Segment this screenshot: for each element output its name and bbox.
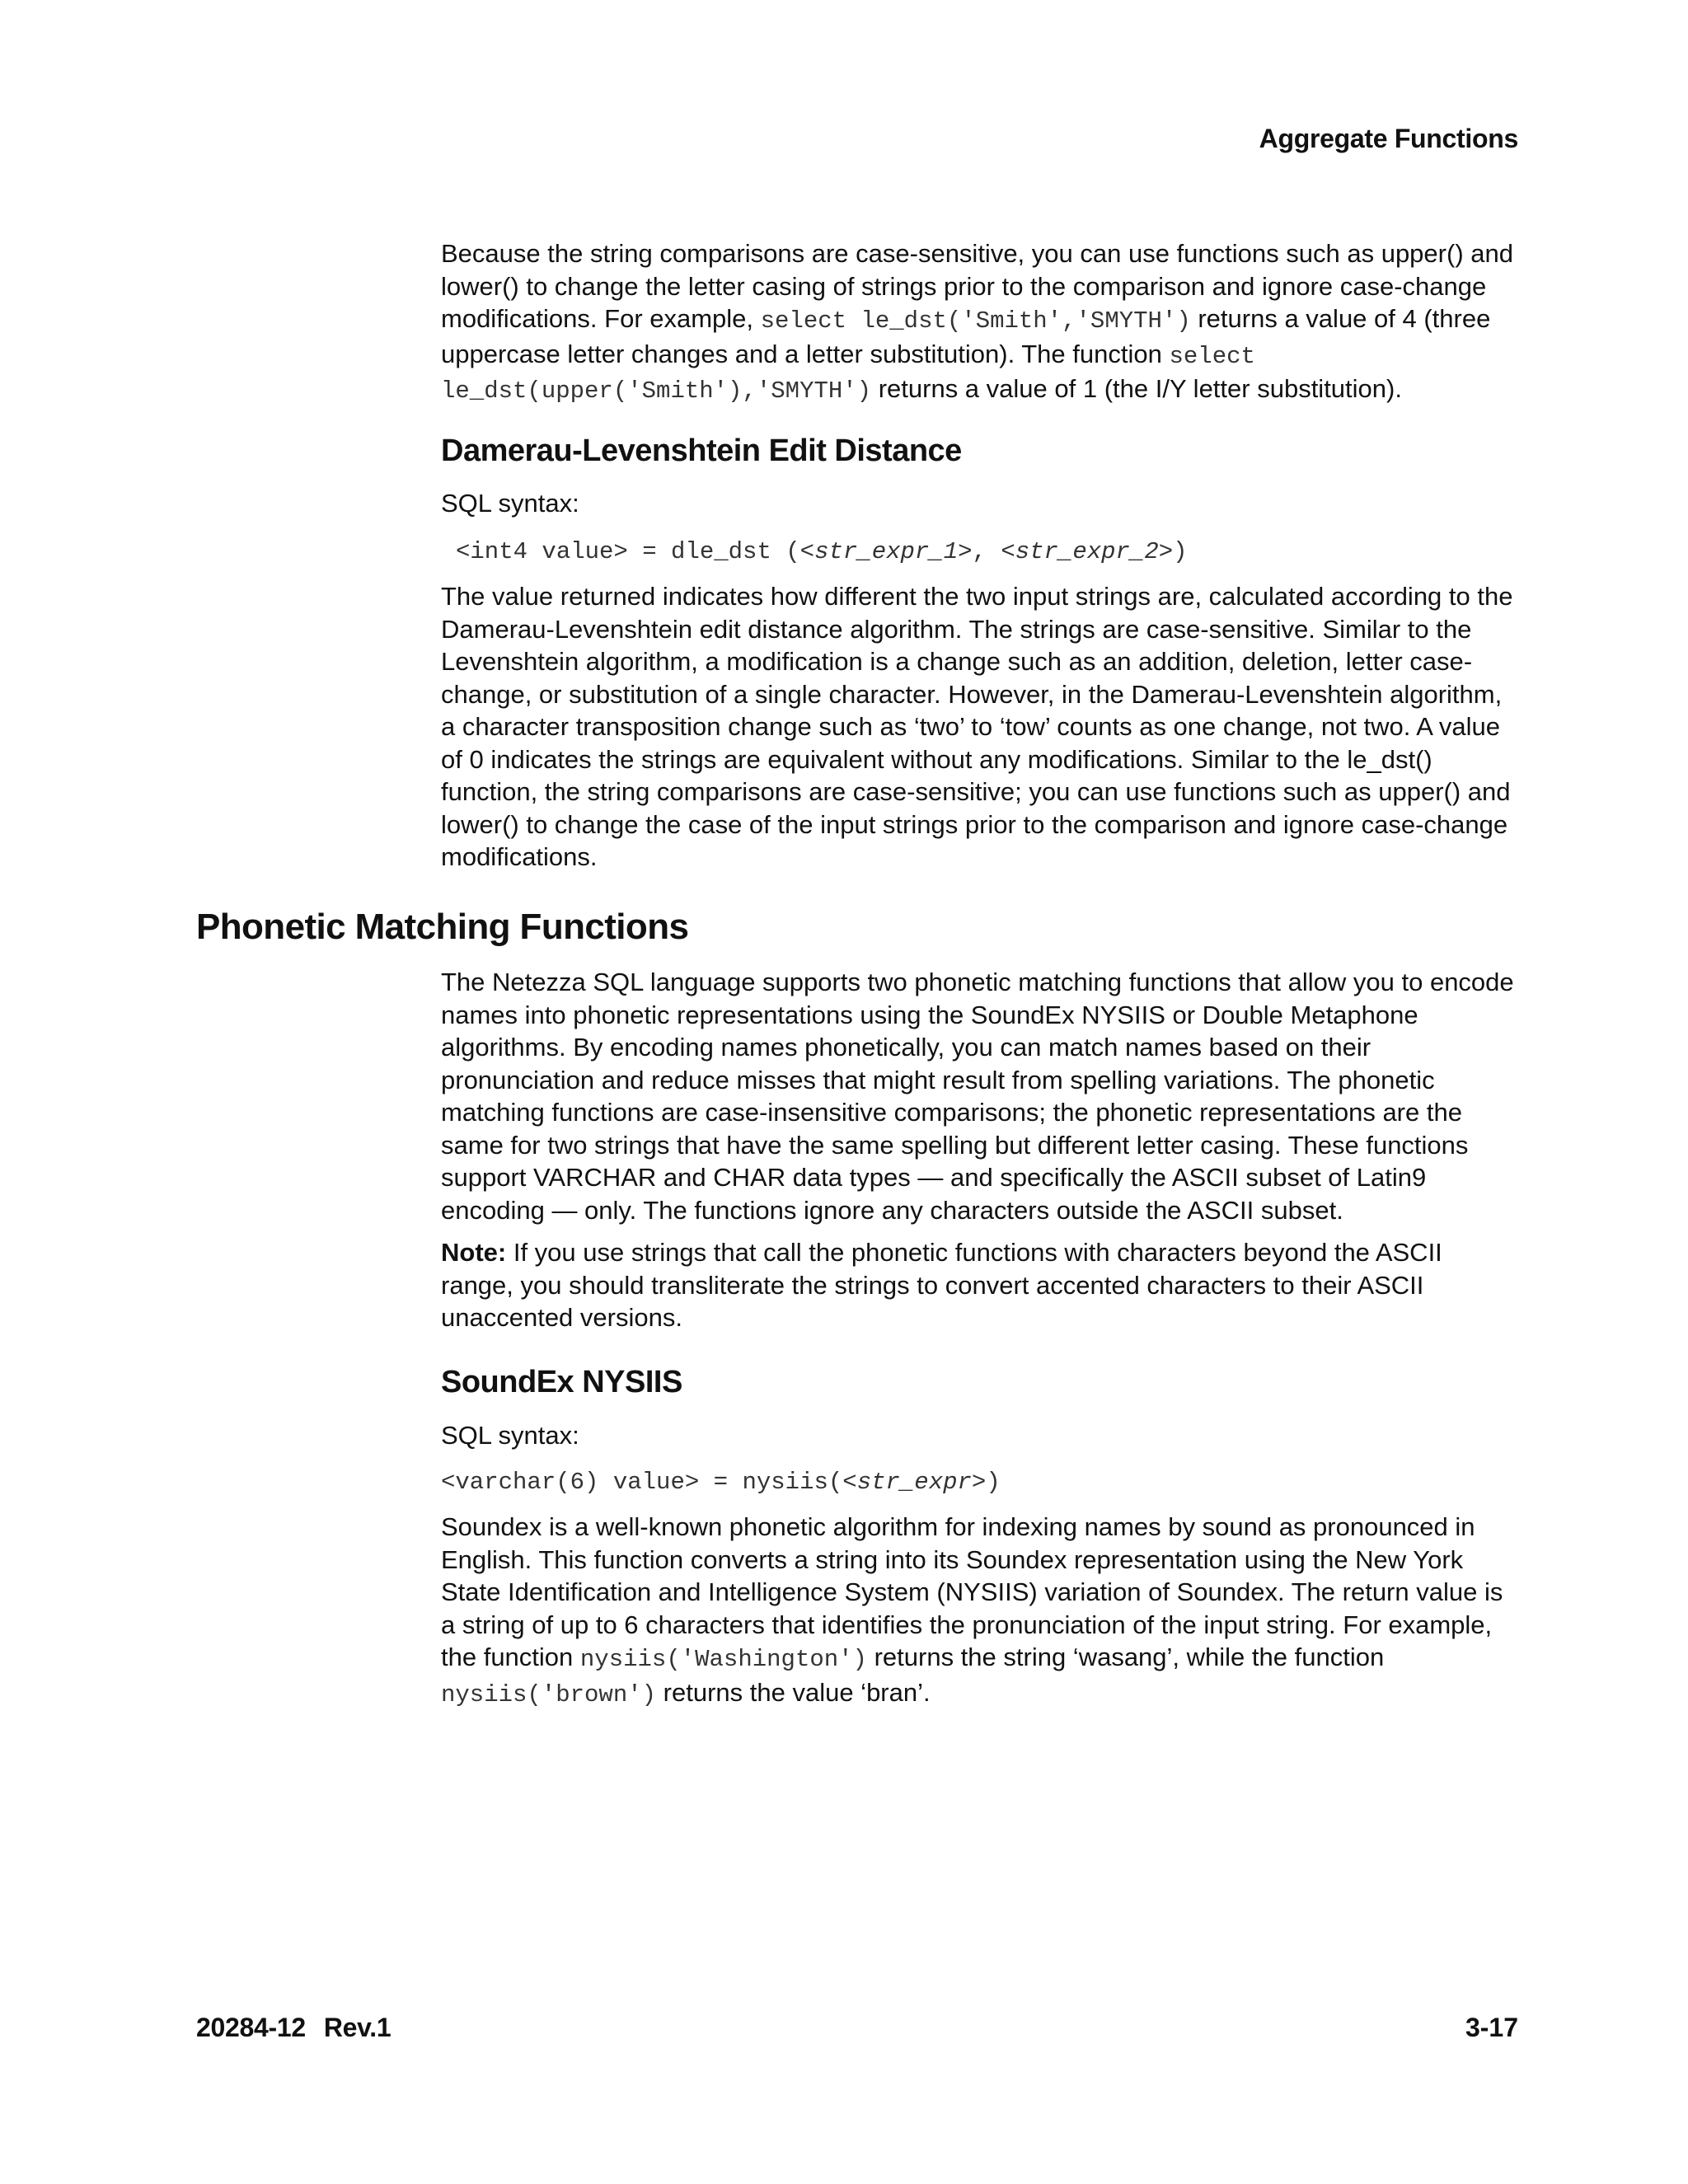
nysiis-code-block — [441, 1466, 1521, 1499]
intro-section — [441, 237, 1521, 408]
nysiis-heading: SoundEx NYSIIS — [441, 1365, 682, 1399]
intro-text-1: Because the string comparisons are case-sensitive, you can use functions such as upper() and lower() to change the letter casing of strings prior to the comparison and ignore case-change modifications. For example, — [441, 239, 1513, 333]
nysiis-code-example-2: nysiis('brown') — [441, 1680, 657, 1708]
dle-heading: Damerau-Levenshtein Edit Distance — [441, 434, 962, 468]
note-label: Note: — [441, 1238, 507, 1267]
nysiis-syntax — [441, 1419, 1521, 1452]
intro-code-2: select le_dst(upper('Smith'),'SMYTH') — [441, 342, 1255, 405]
nysiis-description-block — [441, 1511, 1521, 1711]
dle-description: The value returned indicates how different the two input strings are, calculated according to the Damerau-Levenshtein edit distance algorithm. The strings are case-sensitive. Similar to the Levenshtein algorithm, a modification is a change such as an addition, deletion, letter case-change, or substitution of a single character. However, in the Damerau-Levenshtein algorithm, a character transposition change such as ‘two’ to ‘tow’ counts as one change, not two. A value of 0 indicates the strings are equivalent without any modifications. Similar to the le_dst() function, the string comparisons are case-sensitive; you can use functions such as upper() and lower() to change the case of the input strings prior to the comparison and ignore case-change modifications. — [441, 582, 1513, 871]
dle-code-block — [456, 536, 1536, 569]
intro-text-3: returns a value of 1 (the I/Y letter substitution). — [871, 374, 1402, 403]
footer-revision: Rev.1 — [323, 2013, 392, 2042]
intro-text-2: returns a value of 4 (three uppercase letter changes and a letter substitution). The function — [441, 304, 1491, 368]
nysiis-code-line: <varchar(6) value> = nysiis(<str_expr>) — [441, 1469, 1001, 1496]
running-header: Aggregate Functions — [1259, 124, 1518, 153]
dle-syntax — [441, 487, 1521, 520]
phonetic-note-block — [441, 1236, 1521, 1334]
phonetic-heading: Phonetic Matching Functions — [196, 907, 689, 947]
footer-doc-info — [196, 2013, 409, 2043]
dle-code-line: <int4 value> = dle_dst (<str_expr_1>, <str_expr_2>) — [456, 538, 1188, 565]
phonetic-description: The Netezza SQL language supports two phonetic matching functions that allow you to encode names into phonetic representations using the SoundEx NYSIIS or Double Metaphone algorithms. By encoding names phonetically, you can match names based on their pronunciation and reduce misses that might result from spelling variations. The phonetic matching functions are case-insensitive comparisons; the phonetic representations are the same for two strings that have the same spelling but different letter casing. These functions support VARCHAR and CHAR data types — and specifically the ASCII subset of Latin9 encoding — only. The functions ignore any characters outside the ASCII subset. — [441, 968, 1514, 1225]
dle-section — [441, 435, 1521, 468]
nysiis-code-example-1: nysiis('Washington') — [579, 1646, 867, 1673]
nysiis-description: Soundex is a well-known phonetic algorithm for indexing names by sound as pronounced in English. This function converts a string into its Soundex representation using the New York State Identification and Intelligence System (NYSIIS) variation of Soundex. The return value is a string of up to 6 characters that identifies the pronunciation of the input string. For example, the function nysiis('Washington') returns the string ‘wasang’, while the function nysiis('brown') returns the value ‘bran’. — [441, 1512, 1503, 1708]
note-text: If you use strings that call the phonetic functions with characters beyond the ASCII range, you should transliterate the strings to convert accented characters to their ASCII unaccented versions. — [441, 1238, 1442, 1332]
intro-code-1: select le_dst('Smith','SMYTH') — [760, 307, 1191, 335]
dle-description-block — [441, 580, 1521, 874]
footer-page-number: 3-17 — [1465, 2013, 1518, 2042]
nysiis-section — [441, 1366, 1521, 1399]
dle-syntax-label: SQL syntax: — [441, 489, 579, 518]
footer-doc-number: 20284-12 — [196, 2013, 306, 2042]
phonetic-description-block — [441, 966, 1521, 1226]
nysiis-syntax-label: SQL syntax: — [441, 1421, 579, 1450]
phonetic-note — [441, 1236, 1521, 1334]
intro-paragraph — [441, 237, 1521, 408]
